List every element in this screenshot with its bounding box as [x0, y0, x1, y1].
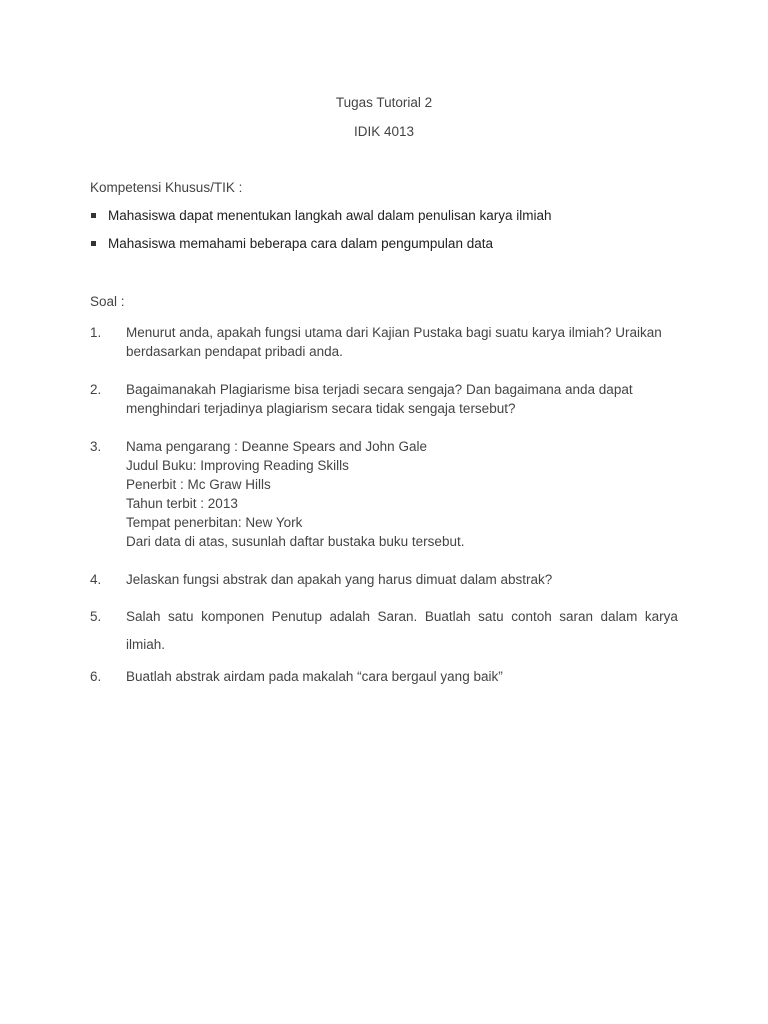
question-word: contoh: [511, 609, 552, 624]
question-word: saran: [559, 609, 594, 624]
question-line: Menurut anda, apakah fungsi utama dari Kajian Pustaka bagi suatu karya ilmiah? Uraikan: [126, 325, 662, 340]
kompetensi-label: Kompetensi Khusus/TIK :: [90, 180, 243, 195]
question-line: Penerbit : Mc Graw Hills: [126, 477, 271, 492]
question-number: 4.: [90, 572, 102, 587]
question-line: Judul Buku: Improving Reading Skills: [126, 458, 349, 473]
kompetensi-item: [90, 235, 690, 253]
question-word: adalah: [329, 609, 371, 624]
question-line: Jelaskan fungsi abstrak dan apakah yang harus dimuat dalam abstrak?: [126, 572, 553, 587]
question-number: 3.: [90, 439, 102, 454]
question-text: [126, 437, 678, 551]
question-word: komponen: [201, 609, 265, 624]
question-line: Tahun terbit : 2013: [126, 496, 238, 511]
question-text: [126, 380, 678, 418]
course-code: IDIK 4013: [353, 124, 415, 139]
question-word: satu: [478, 609, 504, 624]
question-word: dalam: [600, 609, 638, 624]
question-line: Bagaimanakah Plagiarisme bisa terjadi secara sengaja? Dan bagaimana anda dapat: [126, 382, 633, 397]
question-text: [126, 323, 678, 361]
question-word: Buatlah: [424, 609, 471, 624]
question-line: menghindari terjadinya plagiarism secara tidak sengaja tersebut?: [126, 401, 516, 416]
question-number: 6.: [90, 669, 102, 684]
question-line: Tempat penerbitan: New York: [126, 515, 303, 530]
question-number: 2.: [90, 382, 102, 397]
question-word: satu: [168, 609, 194, 624]
question-text: [126, 667, 678, 686]
question-word: Salah: [126, 609, 161, 624]
soal-label: Soal :: [90, 294, 125, 309]
question-line: Nama pengarang : Deanne Spears and John Gale: [126, 439, 427, 454]
question-line: ilmiah.: [126, 637, 166, 652]
kompetensi-list: [90, 207, 690, 263]
question-text: [126, 570, 678, 589]
question-word: karya: [644, 609, 678, 624]
document-title: Tugas Tutorial 2: [335, 95, 433, 110]
kompetensi-item-text: Mahasiswa dapat menentukan langkah awal dalam penulisan karya ilmiah: [108, 208, 552, 223]
kompetensi-item-text: Mahasiswa memahami beberapa cara dalam pengumpulan data: [108, 236, 493, 251]
question-line: Buatlah abstrak airdam pada makalah “cara bergaul yang baik”: [126, 669, 503, 684]
kompetensi-item: [90, 207, 690, 225]
question-line: berdasarkan pendapat pribadi anda.: [126, 344, 343, 359]
square-bullet-icon: [91, 241, 96, 246]
question-word: Saran.: [377, 609, 418, 624]
question-text: [126, 603, 678, 659]
question-line: Dari data di atas, susunlah daftar bustaka buku tersebut.: [126, 534, 465, 549]
square-bullet-icon: [91, 213, 96, 218]
question-number: 1.: [90, 325, 102, 340]
question-number: 5.: [90, 609, 102, 624]
question-line-justified: [126, 603, 678, 631]
question-word: Penutup: [271, 609, 322, 624]
